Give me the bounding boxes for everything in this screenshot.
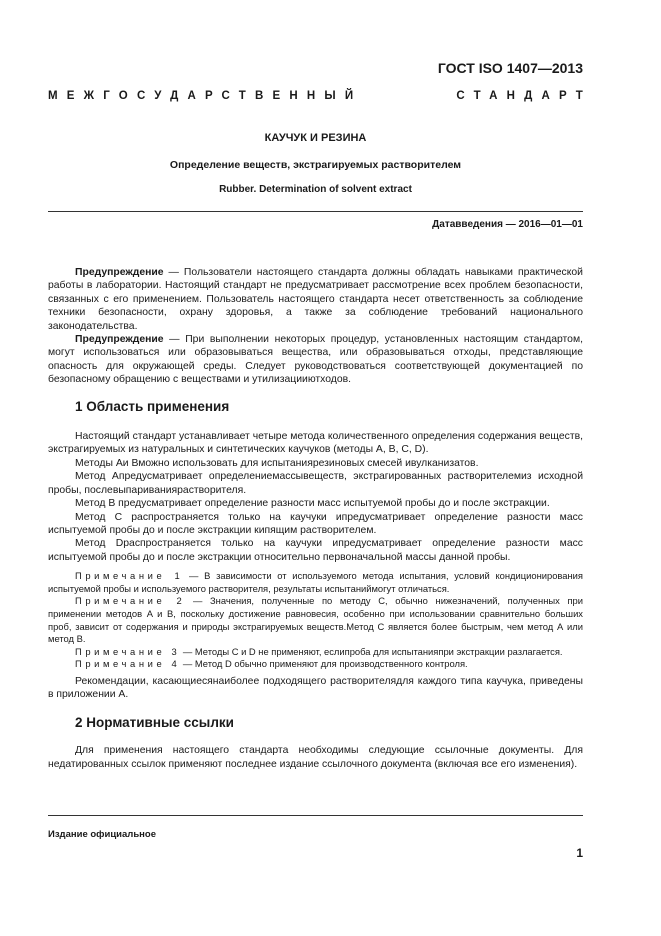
note-paragraph [48, 570, 583, 595]
note-text: — Метод D обычно применяют для производственного контроля. [180, 658, 468, 670]
official-edition-label: Издание официальное [48, 829, 156, 840]
references-paragraph: Для применения настоящего стандарта необходимы следующие ссылочные документы. Для недатированных ссылок применяют последнее издание ссылочного документа (включая все его изменения). [48, 745, 583, 770]
note-text: — В зависимости от используемого метода испытания, условий кондиционирования испытуемой пробы и используемого растворителя, результаты испытаниймогут отличаться. [48, 570, 583, 594]
introduction-date: Датавведения — 2016—01—01 [432, 219, 583, 230]
banner-left-text: МЕЖГОСУДАРСТВЕННЫЙ [48, 90, 363, 102]
banner-right-text: СТАНДАРТ [456, 90, 592, 102]
section-heading-scope: 1 Область применения [75, 398, 230, 414]
document-code: ГОСТ ISO 1407—2013 [437, 60, 583, 76]
warning-paragraph [48, 333, 583, 387]
document-body [48, 266, 583, 771]
note-paragraph [48, 646, 583, 659]
warning-text: — Пользователи настоящего стандарта должны обладать навыками практической работы в лаборатории. Настоящий стандарт не предусматривает рассмотрение всех проблем безопасности, связанных с его применением. Пользователь настоящего стандарта несет ответственность за соблюдение техники безопасности, охрану здоровья, а также за соблюдение требований национального законодательства. [48, 267, 583, 332]
scope-paragraph: Метод С распространяется только на каучуки ипредусматривает определение разности масс испытуемой пробы до и после экстракции кипящим растворителем. [48, 511, 583, 536]
english-title: Rubber. Determination of solvent extract [219, 184, 412, 195]
warning-label: Предупреждение [75, 267, 164, 278]
note-label: Примечание 2 [75, 595, 186, 607]
bottom-divider [48, 815, 583, 816]
note-label: Примечание 1 [75, 570, 184, 582]
scope-paragraph: Метод Апредусматривает определениемассывеществ, экстрагированных растворителемиз исходной пробы, послевыпариваниярастворителя. [48, 471, 583, 496]
scope-paragraph: Метод Dраспространяется только на каучуки ипредусматривает определение разности масс испытуемой пробы до и после экстракции относительно первоначальной массы данной пробы. [48, 538, 583, 563]
scope-paragraph: Настоящий стандарт устанавливает четыре метода количественного определения содержания веществ, экстрагируемых из натуральных и синтетических каучуков (методы A, B, C, D). [48, 431, 583, 456]
top-divider [48, 211, 583, 212]
note-label: Примечание 4 [75, 658, 181, 670]
warning-label: Предупреждение [75, 334, 164, 346]
scope-paragraph: Метод В предусматривает определение разности масс испытуемой пробы до и после экстракции. [75, 498, 550, 510]
page-number: 1 [576, 846, 583, 860]
note-text: — Значения, полученные по методу С, обычно нижезначений, полученных при применении методов A и B, поскольку достижение равновесия, особенно при использовании сравнительно больших проб, зависит от содержания и природы экстрагируемых веществ.Метод С является более быстрым, чем метод А или метод В. [48, 595, 583, 645]
note-paragraph [48, 595, 583, 645]
page-subtitle: Определение веществ, экстрагируемых растворителем [169, 159, 462, 171]
note-label: Примечание 3 [75, 645, 181, 657]
recommendation-paragraph: Рекомендации, касающиесянаиболее подходящего растворителядля каждого типа каучука, приведены в приложении А. [48, 675, 583, 701]
note-paragraph [48, 658, 583, 671]
warning-text: — При выполнении некоторых процедур, установленных настоящим стандартом, могут использоваться или образовываться вещества, или образовываться отходы, представляющие опасность для окружающей среды. Следует руководствоваться соответствующей документацией по безопасному обращению с веществами и утилизацииютходов. [48, 334, 583, 386]
page-title: КАУЧУК И РЕЗИНА [264, 132, 367, 144]
section-heading-references: 2 Нормативные ссылки [75, 714, 234, 730]
warning-paragraph [48, 266, 583, 333]
scope-paragraph: Методы Aи Вможно использовать для испытаниярезиновых смесей ивулканизатов. [75, 457, 479, 469]
note-text: — Методы С и D не применяют, еслипроба для испытанияпри экстракции разлагается. [180, 645, 563, 657]
